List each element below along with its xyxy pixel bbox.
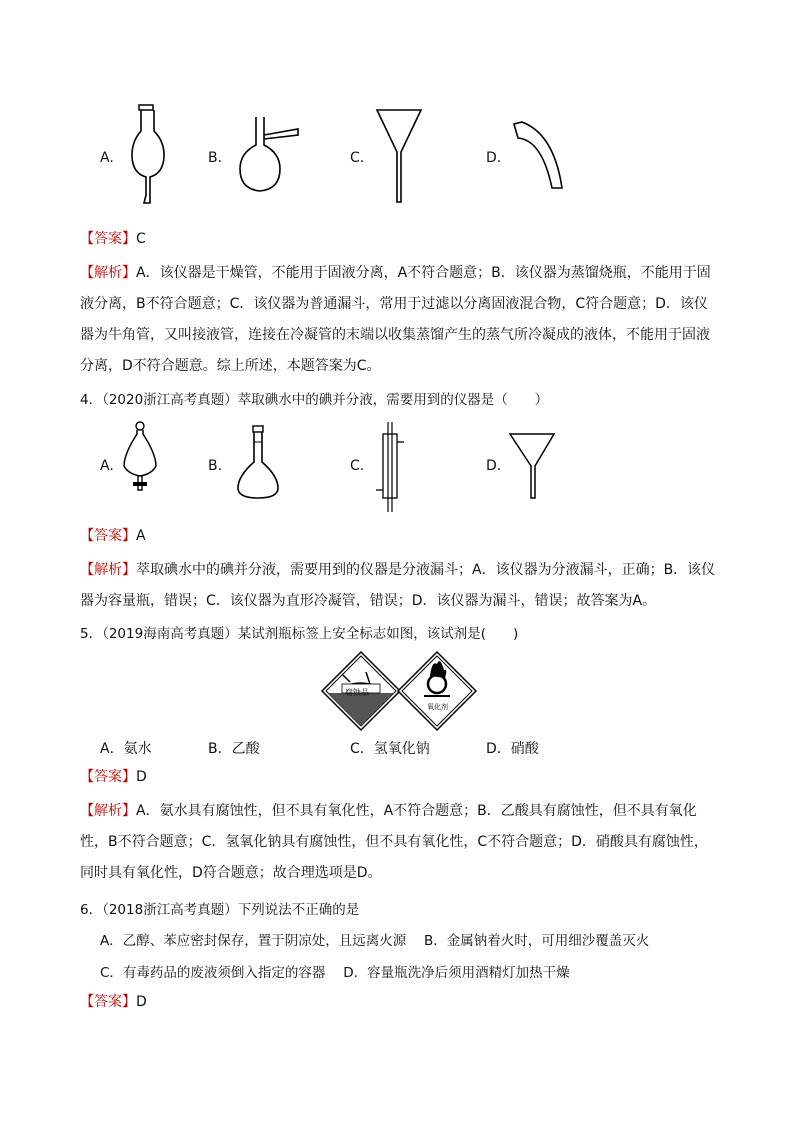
answer-value: D [136, 769, 147, 785]
answer-value: A [136, 528, 146, 544]
answer-tag: 【答案】 [80, 994, 136, 1010]
analysis-text: A．氨水具有腐蚀性，但不具有氧化性，A不符合题意；B．乙酸具有腐蚀性，但不具有氧化性，B不符合题意；C．氢氧化钠具有腐蚀性，但不具有氧化性，C不符合题意；D．硝酸具有腐蚀性，同时具有氧化性，D符合题意；故合理选项是D。 [80, 803, 708, 881]
q3-answer [80, 229, 146, 249]
answer-tag: 【答案】 [80, 231, 136, 247]
q6-stem: 6．（2018浙江高考真题）下列说法不正确的是 [80, 902, 360, 918]
adapter-tube-icon [508, 118, 568, 193]
q5-analysis [80, 796, 720, 889]
q5-answer [80, 767, 147, 787]
distillation-flask-icon [236, 115, 306, 195]
analysis-tag: 【解析】 [80, 803, 136, 819]
q3-option-d-label: D. [486, 150, 502, 166]
q5-option-a: A．氨水 [100, 741, 152, 757]
drying-tube-icon [128, 103, 178, 213]
funnel-icon [508, 432, 558, 502]
analysis-tag: 【解析】 [80, 562, 136, 578]
q4-option-d-label: D. [486, 458, 502, 474]
q4-stem: 4．（2020浙江高考真题）萃取碘水中的碘并分液，需要用到的仪器是（ ） [80, 392, 549, 408]
q6-options-cd: C．有毒药品的废液须倒入指定的容器 D．容量瓶洗净后须用酒精灯加热干燥 [100, 965, 570, 981]
q4-option-b-label: B. [208, 458, 223, 474]
q3-analysis [80, 258, 720, 382]
analysis-tag: 【解析】 [80, 265, 136, 281]
q5-option-d: D．硝酸 [486, 741, 539, 757]
analysis-text: 萃取碘水中的碘并分液，需要用到的仪器是分液漏斗；A．该仪器为分液漏斗，正确；B．该仪器为容量瓶，错误；C．该仪器为直形冷凝管，错误；D．该仪器为漏斗，错误；故答案为A。 [80, 562, 716, 609]
answer-value: D [136, 994, 147, 1010]
funnel-icon [375, 108, 425, 208]
corrosive-sign-label: 腐蚀品 [345, 688, 369, 697]
q5-option-c: C．氢氧化钠 [350, 741, 430, 757]
q6-answer [80, 992, 147, 1012]
q3-option-a-label: A. [100, 150, 114, 166]
q4-option-c-label: C. [350, 458, 365, 474]
volumetric-flask-icon [234, 424, 284, 504]
oxidizer-sign-icon [396, 650, 478, 732]
oxidizer-sign-label: 氧化剂 [427, 703, 448, 711]
condenser-icon [372, 420, 412, 515]
q3-option-c-label: C. [350, 150, 365, 166]
q4-answer [80, 526, 146, 546]
q3-option-b-label: B. [208, 150, 223, 166]
q4-analysis [80, 555, 720, 617]
answer-tag: 【答案】 [80, 528, 136, 544]
q4-option-a-label: A. [100, 458, 114, 474]
analysis-text: A．该仪器是干燥管，不能用于固液分离，A不符合题意；B．该仪器为蒸馏烧瓶，不能用于固液分离，B不符合题意；C．该仪器为普通漏斗，常用于过滤以分离固液混合物，C符合题意；D．该仪器为牛角管，又叫接液管，连接在冷凝管的末端以收集蒸馏产生的蒸气所冷凝成的液体，不能用于固液分离，D不符合题意。综上所述，本题答案为C。 [80, 265, 711, 374]
answer-value: C [136, 231, 146, 247]
q6-options-ab: A．乙醇、苯应密封保存，置于阴凉处，且远离火源 B．金属钠着火时，可用细沙覆盖灭火 [100, 933, 650, 949]
answer-tag: 【答案】 [80, 769, 136, 785]
q5-stem: 5．（2019海南高考真题）某试剂瓶标签上安全标志如图，该试剂是( ) [80, 626, 519, 642]
separatory-funnel-icon [120, 420, 160, 500]
q5-option-b: B．乙酸 [208, 741, 260, 757]
